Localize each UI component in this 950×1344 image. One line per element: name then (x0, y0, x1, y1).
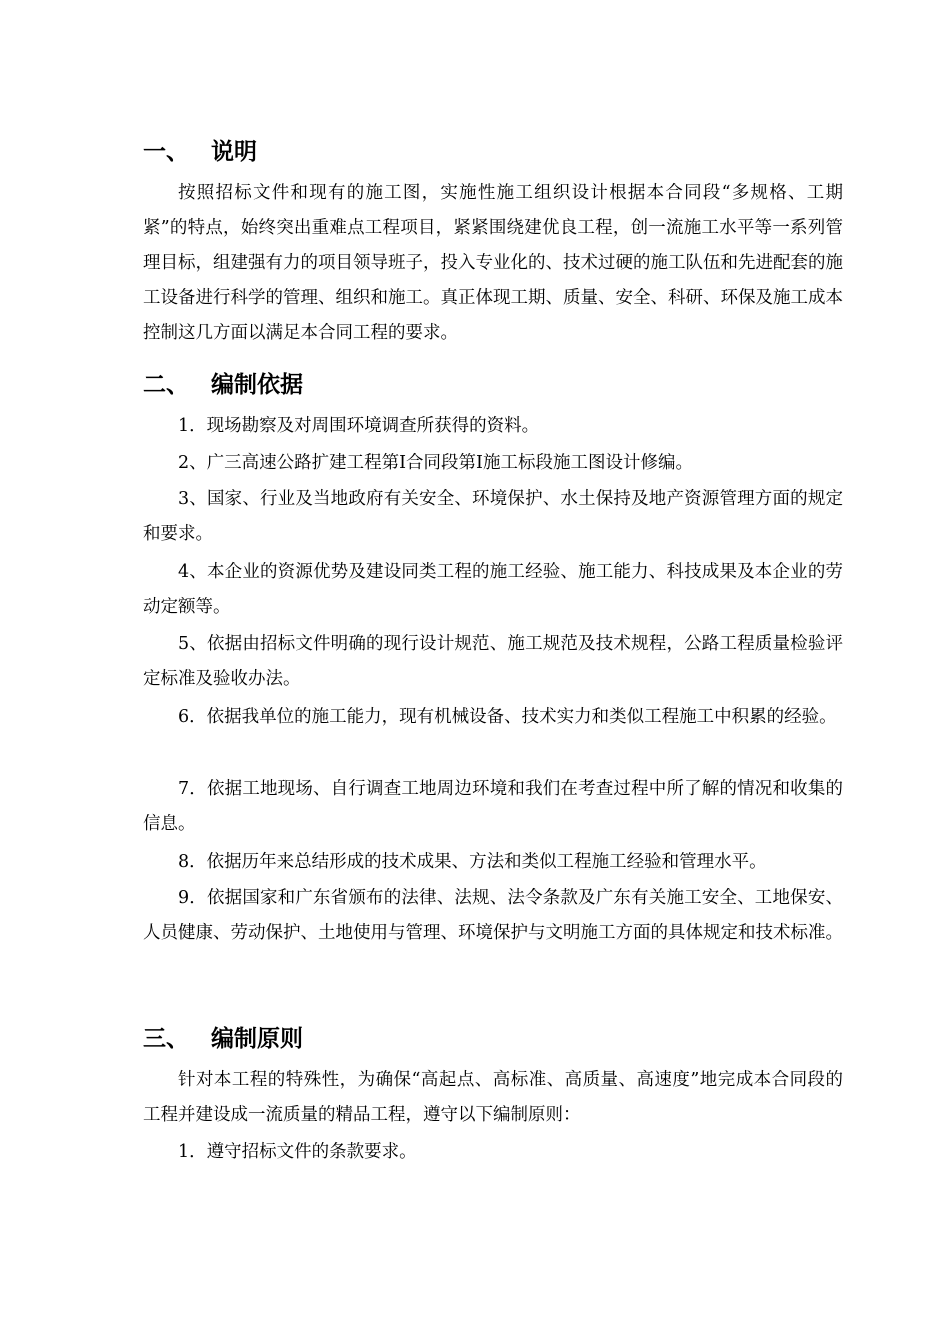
section-heading (143, 370, 303, 400)
section-title: 编制原则 (211, 1026, 303, 1052)
section-heading (143, 1024, 303, 1054)
paragraph: 3、国家、行业及当地政府有关安全、环境保护、水土保持及地产资源管理方面的规定和要求。 (143, 489, 843, 544)
paragraph: 7．依据工地现场、自行调查工地周边环境和我们在考查过程中所了解的情况和收集的信息。 (143, 779, 843, 834)
paragraph: 按照招标文件和现有的施工图，实施性施工组织设计根据本合同段“多规格、工期紧”的特点，始终突出重难点工程项目，紧紧围绕建优良工程，创一流施工水平等一系列管理目标，组建强有力的项目领导班子，投入专业化的、技术过硬的施工队伍和先进配套的施工设备进行科学的管理、组织和施工。真正体现工期、质量、安全、科研、环保及施工成本控制这几方面以满足本合同工程的要求。 (143, 183, 843, 343)
paragraph: 针对本工程的特殊性，为确保“高起点、高标准、高质量、高速度”地完成本合同段的工程并建设成一流质量的精品工程，遵守以下编制原则： (143, 1070, 843, 1125)
paragraph: 5、依据由招标文件明确的现行设计规范、施工规范及技术规程，公路工程质量检验评定标准及验收办法。 (143, 634, 843, 689)
paragraph: 9．依据国家和广东省颁布的法律、法规、法令条款及广东有关施工安全、工地保安、人员健康、劳动保护、土地使用与管理、环境保护与文明施工方面的具体规定和技术标准。 (143, 888, 843, 943)
paragraph: 1．现场勘察及对周围环境调查所获得的资料。 (178, 416, 540, 436)
paragraph: 1．遵守招标文件的条款要求。 (178, 1142, 417, 1162)
paragraph: 4、本企业的资源优势及建设同类工程的施工经验、施工能力、科技成果及本企业的劳动定额等。 (143, 562, 843, 617)
section-number: 一、 (143, 139, 189, 165)
section-number: 二、 (143, 372, 189, 398)
paragraph: 6．依据我单位的施工能力，现有机械设备、技术实力和类似工程施工中积累的经验。 (178, 707, 837, 727)
paragraph: 2、广三高速公路扩建工程第Ⅰ合同段第Ⅰ施工标段施工图设计修编。 (178, 453, 693, 473)
paragraph: 8．依据历年来总结形成的技术成果、方法和类似工程施工经验和管理水平。 (178, 852, 767, 872)
section-title: 说明 (211, 139, 257, 165)
section-heading (143, 137, 257, 167)
section-title: 编制依据 (211, 372, 303, 398)
section-number: 三、 (143, 1026, 189, 1052)
